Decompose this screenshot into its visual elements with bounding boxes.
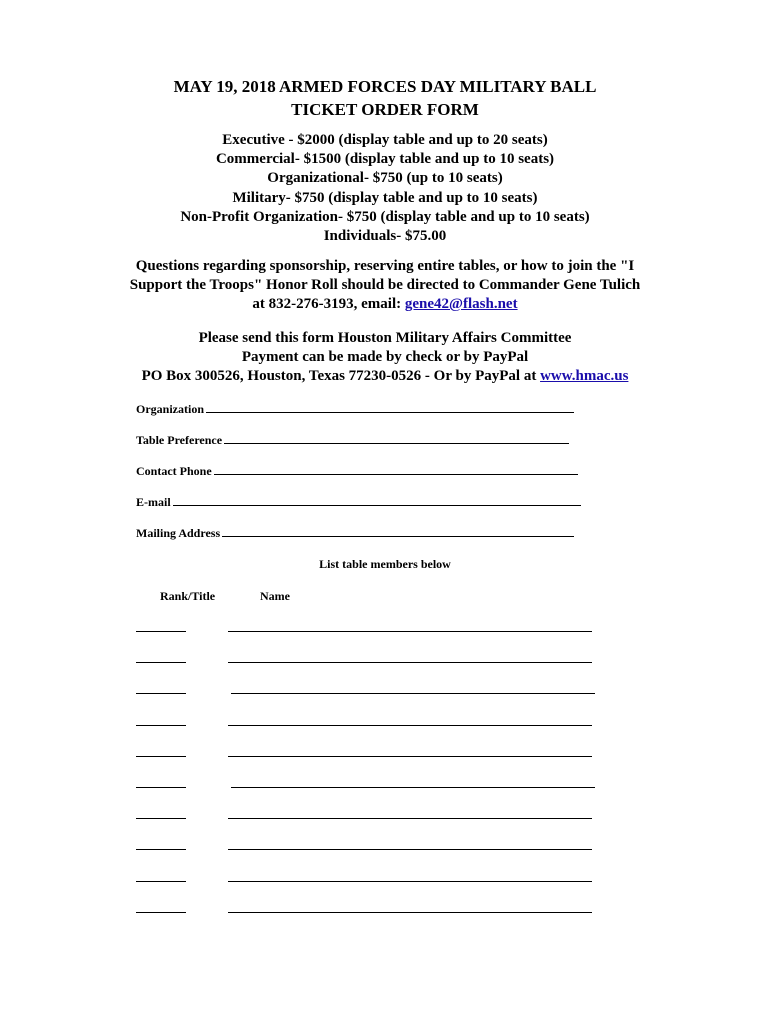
tier-individuals: Individuals- $75.00 <box>323 228 447 245</box>
form-title-line1: MAY 19, 2018 ARMED FORCES DAY MILITARY BALL <box>173 77 597 96</box>
rank-blank[interactable] <box>136 787 186 788</box>
rank-title-header: Rank/Title <box>160 589 216 603</box>
rank-blank[interactable] <box>136 756 186 757</box>
questions-line3 <box>0 295 770 314</box>
mailing-address-line[interactable] <box>222 525 574 537</box>
rank-blank[interactable] <box>136 818 186 819</box>
questions-line1: Questions regarding sponsorship, reserving entire tables, or how to join the "I <box>135 258 635 274</box>
table-preference-field[interactable] <box>136 432 569 448</box>
members-heading: List table members below <box>319 557 451 571</box>
name-header: Name <box>260 589 290 603</box>
email-field[interactable] <box>136 494 581 510</box>
name-blank[interactable] <box>228 881 592 882</box>
questions-line3-text: at 832-276-3193, email: <box>252 296 405 312</box>
email-link[interactable]: gene42@flash.net <box>404 296 518 312</box>
organization-line[interactable] <box>206 401 574 413</box>
email-label: E-mail <box>136 495 171 509</box>
name-blank[interactable] <box>231 787 595 788</box>
name-blank[interactable] <box>228 849 592 850</box>
rank-blank[interactable] <box>136 693 186 694</box>
organization-field[interactable] <box>136 401 574 417</box>
send-line3 <box>0 367 770 386</box>
pricing-tiers <box>0 131 770 246</box>
tier-organizational: Organizational- $750 (up to 10 seats) <box>267 170 503 187</box>
name-blank[interactable] <box>228 912 592 913</box>
rank-blank[interactable] <box>136 662 186 663</box>
contact-phone-field[interactable] <box>136 463 578 479</box>
send-line1: Please send this form Houston Military Affairs Committee <box>198 330 572 346</box>
website-link[interactable]: www.hmac.us <box>540 368 629 384</box>
mailing-address-field[interactable] <box>136 525 574 541</box>
name-blank[interactable] <box>228 725 592 726</box>
name-blank[interactable] <box>228 818 592 819</box>
tier-non-profit: Non-Profit Organization- $750 (display table and up to 10 seats) <box>180 208 590 225</box>
name-blank[interactable] <box>228 631 592 632</box>
rank-blank[interactable] <box>136 912 186 913</box>
rank-blank[interactable] <box>136 881 186 882</box>
form-title-line2: TICKET ORDER FORM <box>291 100 479 119</box>
tier-executive: Executive - $2000 (display table and up to 20 seats) <box>222 132 548 148</box>
questions-line2: Support the Troops" Honor Roll should be directed to Commander Gene Tulich <box>129 277 641 293</box>
organization-label: Organization <box>136 402 204 416</box>
name-blank[interactable] <box>228 662 592 663</box>
tier-commercial: Commercial- $1500 (display table and up to 10 seats) <box>215 151 555 168</box>
mailing-address-label: Mailing Address <box>136 526 221 540</box>
name-blank[interactable] <box>231 693 595 694</box>
table-preference-label: Table Preference <box>136 433 223 447</box>
rank-blank[interactable] <box>136 725 186 726</box>
contact-phone-line[interactable] <box>214 463 578 475</box>
contact-phone-label: Contact Phone <box>136 464 212 478</box>
send-line3-text: PO Box 300526, Houston, Texas 77230-0526 - Or by PayPal at <box>141 368 541 384</box>
name-blank[interactable] <box>228 756 592 757</box>
send-line2: Payment can be made by check or by PayPal <box>241 349 529 365</box>
tier-military: Military- $750 (display table and up to 10 seats) <box>232 189 538 206</box>
rank-blank[interactable] <box>136 849 186 850</box>
table-preference-line[interactable] <box>224 432 569 444</box>
rank-blank[interactable] <box>136 631 186 632</box>
email-line[interactable] <box>173 494 581 506</box>
